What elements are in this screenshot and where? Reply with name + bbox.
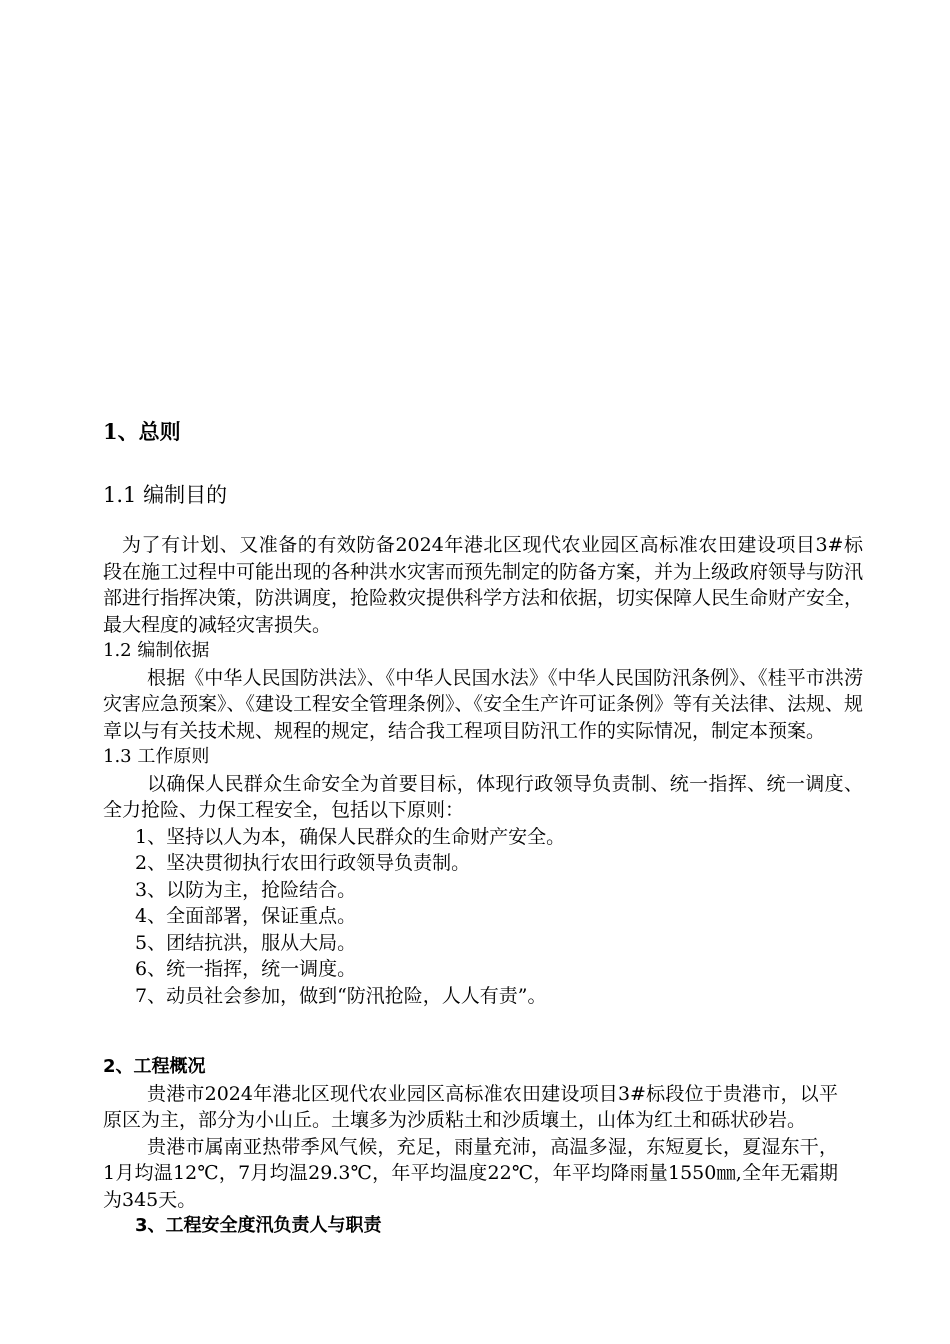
- list-item: 5、团结抗洪，服从大局。: [135, 931, 357, 954]
- list-item: 4、全面部署，保证重点。: [135, 905, 357, 927]
- section-1-body: [103, 532, 863, 1009]
- climate-paragraph: 贵港市属南亚热带季风气候，充足，雨量充沛，高温多湿，东短夏长，夏湿东干，1月均温12℃，7月均温29.3℃，年平均温度22℃，年平均降雨量1550㎜,全年无霜期为345天。: [103, 1135, 838, 1211]
- list-item: 7、动员社会参加，做到“防汛抢险，人人有责”。: [135, 984, 547, 1007]
- section-1-3-title: 1.3 工作原则: [103, 746, 210, 767]
- section-2-body: [103, 1054, 863, 1240]
- purpose-paragraph: 为了有计划、又准备的有效防备2024年港北区现代农业园区高标准农田建设项目3#标段在施工过程中可能出现的各种洪水灾害而预先制定的防备方案，并为上级政府领导与防汛部进行指挥决策，防洪调度，抢险救灾提供科学方法和依据，切实保障人民生命财产安全，最大程度的减轻灾害损失。: [103, 534, 864, 636]
- list-item: 2、坚决贯彻执行农田行政领导负责制。: [135, 852, 471, 874]
- principles-intro-paragraph: 以确保人民群众生命安全为首要目标，体现行政领导负责制、统一指挥、统一调度、全力抢险、力保工程安全，包括以下原则：: [103, 772, 863, 821]
- section-1-title: 1、总则: [103, 419, 181, 444]
- section-1-2-title: 1.2 编制依据: [103, 640, 210, 661]
- section-2-title: 2、工程概况: [103, 1056, 206, 1077]
- principles-list: [103, 824, 863, 1010]
- basis-paragraph: 根据《中华人民国防洪法》、《中华人民国水法》《中华人民国防汛条例》、《桂平市洪涝灾害应急预案》、《建设工程安全管理条例》、《安全生产许可证条例》等有关法律、法规、规章以与有关技术规、规程的规定，结合我工程项目防汛工作的实际情况，制定本预案。: [103, 666, 864, 742]
- section-3-title: 3、工程安全度汛负责人与职责: [135, 1215, 382, 1236]
- list-item: 1、坚持以人为本，确保人民群众的生命财产安全。: [135, 825, 566, 848]
- list-item: 6、统一指挥，统一调度。: [135, 958, 357, 980]
- list-item: 3、以防为主，抢险结合。: [135, 878, 357, 901]
- section-1-1-title: 1.1 编制目的: [103, 483, 228, 507]
- overview-paragraph: 贵港市2024年港北区现代农业园区高标准农田建设项目3#标段位于贵港市，以平原区为主，部分为小山丘。土壤多为沙质粘土和沙质壤土，山体为红土和砾状砂岩。: [103, 1082, 838, 1131]
